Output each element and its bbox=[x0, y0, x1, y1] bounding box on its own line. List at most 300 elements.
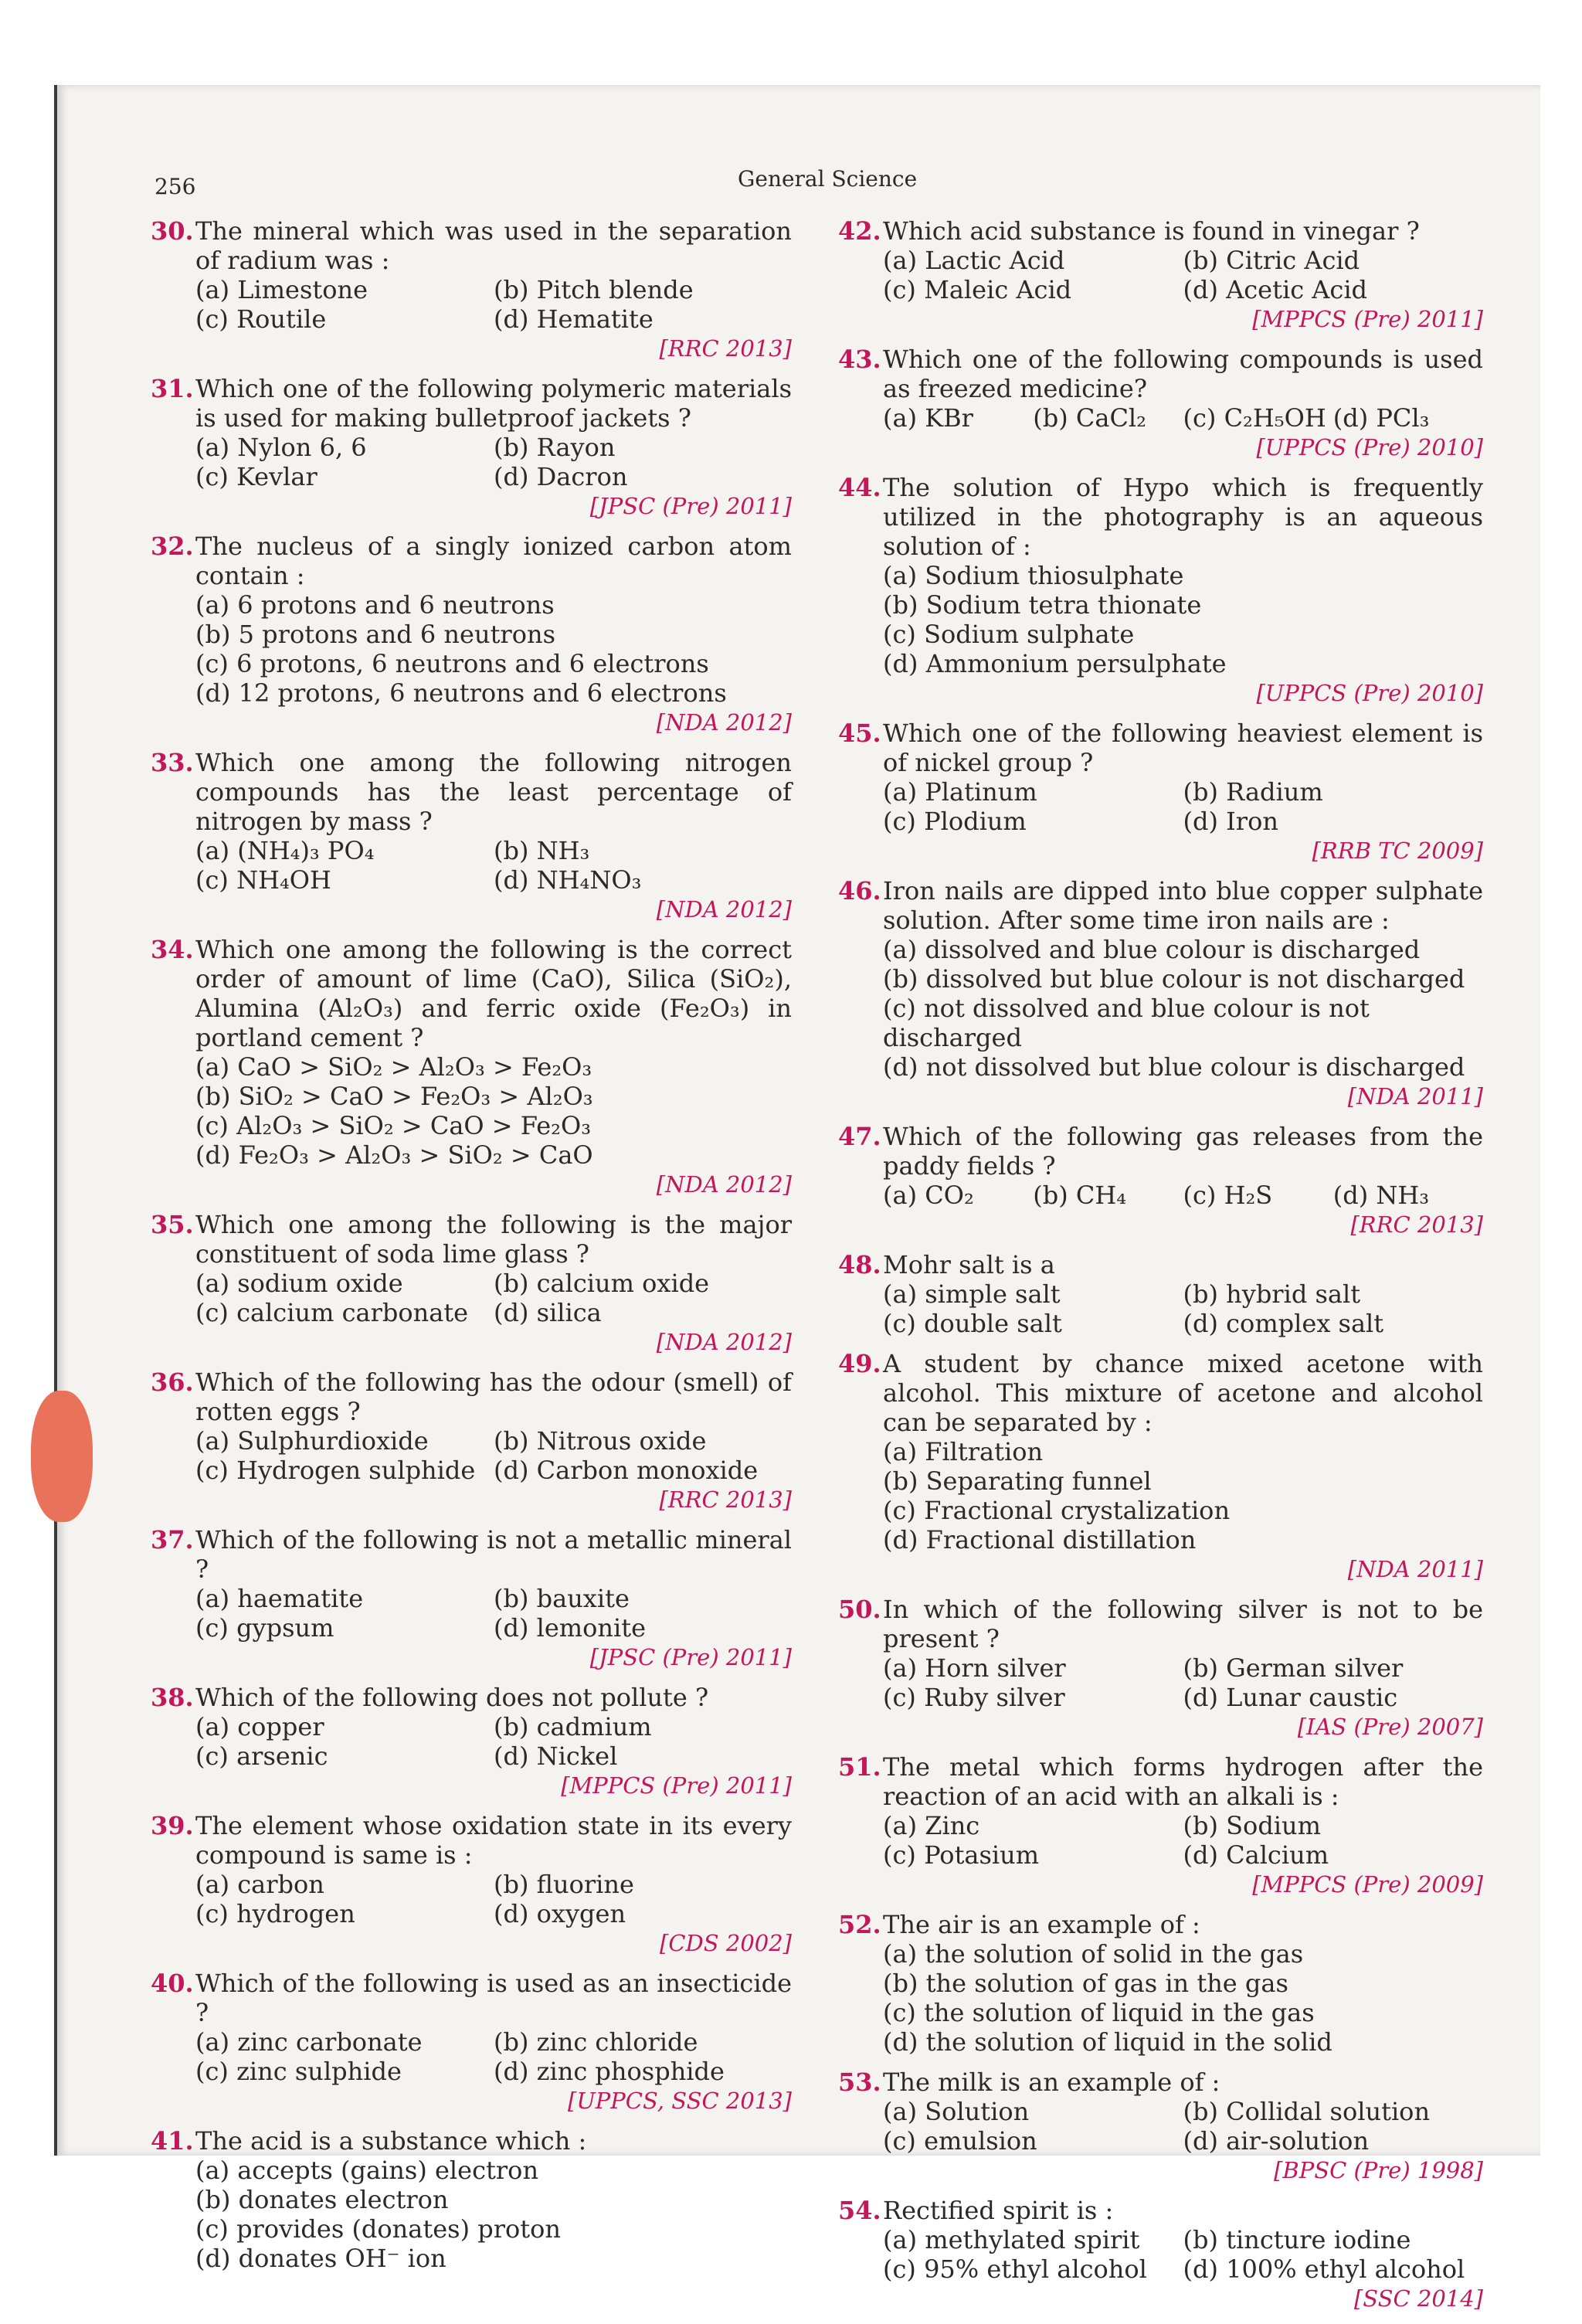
option-row bbox=[883, 935, 1483, 964]
exam-source: [IAS (Pre) 2007] bbox=[1297, 1714, 1483, 1740]
option-row bbox=[195, 1870, 792, 1899]
option: (a) Sulphurdioxide bbox=[195, 1426, 429, 1456]
option: (c) C₂H₅OH bbox=[1183, 403, 1326, 433]
question-text: Iron nails are dipped into blue copper sulphate solution. After some time iron nails are : bbox=[883, 876, 1483, 935]
options-block bbox=[883, 1939, 1483, 2057]
option: (d) Acetic Acid bbox=[1183, 275, 1368, 304]
options-block bbox=[883, 561, 1483, 678]
question-text: Which one of the following compounds is used as freezed medicine? bbox=[883, 345, 1483, 403]
option-row bbox=[195, 1584, 792, 1613]
thumb-image bbox=[31, 1391, 93, 1522]
question-text: The element whose oxidation state in its every compound is same is : bbox=[195, 1811, 792, 1870]
exam-source: [UPPCS, SSC 2013] bbox=[568, 2088, 792, 2114]
option: (b) bauxite bbox=[494, 1584, 630, 1613]
option-row bbox=[883, 1525, 1483, 1554]
option: (a) carbon bbox=[195, 1870, 324, 1899]
question-number: 46. bbox=[838, 876, 881, 905]
options-block bbox=[195, 1052, 792, 1170]
question-head bbox=[838, 1250, 1483, 1279]
left-column bbox=[151, 216, 792, 2284]
question-text: Mohr salt is a bbox=[883, 1250, 1055, 1279]
question-item bbox=[151, 1969, 792, 2115]
question-item bbox=[838, 2067, 1483, 2185]
question-item bbox=[838, 345, 1483, 462]
question-number: 43. bbox=[838, 345, 881, 374]
option: (a) CaO > SiO₂ > Al₂O₃ > Fe₂O₃ bbox=[195, 1052, 592, 1082]
option: (a) Sodium thiosulphate bbox=[883, 561, 1184, 590]
question-text: The nucleus of a singly ionized carbon atom contain : bbox=[195, 532, 792, 590]
options-block bbox=[195, 590, 792, 708]
option: (c) provides (donates) proton bbox=[195, 2214, 562, 2244]
question-text: Which one among the following nitrogen compounds has the least percentage of nitrogen by mass ? bbox=[195, 748, 792, 836]
option-row bbox=[195, 2027, 792, 2057]
option: (b) Separating funnel bbox=[883, 1466, 1152, 1496]
options-block bbox=[195, 836, 792, 895]
option: (d) 100% ethyl alcohol bbox=[1183, 2254, 1465, 2284]
option: (d) Fractional distillation bbox=[883, 1525, 1197, 1554]
option-row bbox=[195, 1456, 792, 1485]
question-head bbox=[151, 1368, 792, 1426]
option-row bbox=[883, 2027, 1483, 2057]
exam-source: [RRC 2013] bbox=[659, 335, 792, 362]
option: (d) Dacron bbox=[494, 462, 628, 491]
question-head bbox=[151, 1210, 792, 1269]
question-head bbox=[151, 2126, 792, 2156]
question-item bbox=[838, 216, 1483, 334]
question-number: 54. bbox=[838, 2196, 881, 2225]
option: (d) donates OH⁻ ion bbox=[195, 2244, 446, 2273]
option: (b) tincture iodine bbox=[1183, 2225, 1411, 2254]
question-head bbox=[838, 473, 1483, 561]
option: (a) accepts (gains) electron bbox=[195, 2156, 539, 2185]
option: (c) H₂S bbox=[1183, 1181, 1273, 1210]
question-head bbox=[838, 876, 1483, 935]
exam-source: [NDA 2011] bbox=[1347, 1556, 1483, 1582]
question-text: Which of the following does not pollute ? bbox=[195, 1683, 709, 1712]
options-block bbox=[195, 433, 792, 491]
option: (d) silica bbox=[494, 1298, 602, 1327]
question-number: 31. bbox=[151, 374, 194, 403]
question-text: A student by chance mixed acetone with alcohol. This mixture of acetone and alcohol can be separated by : bbox=[883, 1349, 1483, 1437]
option-row bbox=[195, 590, 792, 620]
option: (b) fluorine bbox=[494, 1870, 634, 1899]
option: (c) Routile bbox=[195, 304, 327, 334]
option: (a) CO₂ bbox=[883, 1181, 974, 1210]
option: (d) Ammonium persulphate bbox=[883, 649, 1227, 678]
option: (c) Ruby silver bbox=[883, 1683, 1065, 1712]
option: (b) Collidal solution bbox=[1183, 2097, 1431, 2126]
options-block bbox=[883, 403, 1483, 433]
question-text: Which of the following has the odour (smell) of rotten eggs ? bbox=[195, 1368, 792, 1426]
option-row bbox=[195, 2185, 792, 2214]
option-row bbox=[195, 1426, 792, 1456]
option-row bbox=[195, 433, 792, 462]
option: (d) not dissolved but blue colour is discharged bbox=[883, 1052, 1465, 1082]
exam-source: [JPSC (Pre) 2011] bbox=[589, 493, 792, 519]
question-head bbox=[838, 2067, 1483, 2097]
option: (d) NH₄NO₃ bbox=[494, 865, 642, 895]
question-number: 38. bbox=[151, 1683, 194, 1712]
running-head: General Science bbox=[738, 166, 918, 192]
option: (a) zinc carbonate bbox=[195, 2027, 423, 2057]
question-item bbox=[838, 1250, 1483, 1338]
option-row bbox=[195, 1052, 792, 1082]
option: (b) zinc chloride bbox=[494, 2027, 698, 2057]
option: (b) SiO₂ > CaO > Fe₂O₃ > Al₂O₃ bbox=[195, 1082, 593, 1111]
question-item bbox=[151, 216, 792, 363]
page-number: 256 bbox=[154, 174, 196, 199]
exam-source: [UPPCS (Pre) 2010] bbox=[1256, 434, 1483, 460]
option: (d) Nickel bbox=[494, 1741, 618, 1771]
exam-source: [JPSC (Pre) 2011] bbox=[589, 1644, 792, 1670]
option: (a) Horn silver bbox=[883, 1653, 1066, 1683]
option: (b) cadmium bbox=[494, 1712, 652, 1741]
right-column bbox=[838, 216, 1483, 2324]
question-text: Which acid substance is found in vinegar ? bbox=[883, 216, 1420, 246]
option-row bbox=[883, 1309, 1483, 1338]
question-head bbox=[151, 1683, 792, 1712]
option: (c) not dissolved and blue colour is not discharged bbox=[883, 994, 1370, 1052]
question-text: Which one among the following is the major constituent of soda lime glass ? bbox=[195, 1210, 792, 1269]
option-row bbox=[195, 678, 792, 708]
question-item bbox=[151, 2126, 792, 2273]
option: (c) Maleic Acid bbox=[883, 275, 1072, 304]
question-head bbox=[838, 1752, 1483, 1811]
question-head bbox=[151, 532, 792, 590]
question-number: 37. bbox=[151, 1525, 194, 1554]
question-number: 33. bbox=[151, 748, 194, 777]
option: (c) emulsion bbox=[883, 2126, 1037, 2156]
question-number: 44. bbox=[838, 473, 881, 502]
option: (d) Fe₂O₃ > Al₂O₃ > SiO₂ > CaO bbox=[195, 1140, 593, 1170]
question-head bbox=[838, 216, 1483, 246]
options-block bbox=[883, 2097, 1483, 2156]
options-block bbox=[883, 777, 1483, 836]
question-text: Rectified spirit is : bbox=[883, 2196, 1114, 2225]
option: (b) Rayon bbox=[494, 433, 616, 462]
question-item bbox=[838, 1349, 1483, 1584]
option: (c) Potasium bbox=[883, 1840, 1040, 1870]
option-row bbox=[883, 1279, 1483, 1309]
question-text: Which one among the following is the correct order of amount of lime (CaO), Silica (SiO₂), Alumina (Al₂O₃) and ferric oxide (Fe₂O₃) in portland cement ? bbox=[195, 935, 792, 1052]
question-item bbox=[151, 935, 792, 1199]
question-head bbox=[838, 1122, 1483, 1181]
question-text: Which of the following is used as an insecticide ? bbox=[195, 1969, 792, 2027]
option: (a) Platinum bbox=[883, 777, 1037, 807]
exam-source: [NDA 2011] bbox=[1347, 1083, 1483, 1109]
question-number: 49. bbox=[838, 1349, 881, 1378]
option-row bbox=[883, 246, 1483, 275]
option: (b) Sodium tetra thionate bbox=[883, 590, 1202, 620]
question-head bbox=[838, 719, 1483, 777]
option-row bbox=[195, 1899, 792, 1928]
option-row bbox=[195, 304, 792, 334]
exam-source: [UPPCS (Pre) 2010] bbox=[1256, 680, 1483, 706]
option: (c) double salt bbox=[883, 1309, 1062, 1338]
question-text: In which of the following silver is not to be present ? bbox=[883, 1595, 1483, 1653]
exam-source: [BPSC (Pre) 1998] bbox=[1274, 2157, 1483, 2183]
question-text: The solution of Hypo which is frequently utilized in the photography is an aqueous solution of : bbox=[883, 473, 1483, 561]
option-row bbox=[883, 1052, 1483, 1082]
option: (b) donates electron bbox=[195, 2185, 449, 2214]
question-head bbox=[151, 374, 792, 433]
question-number: 48. bbox=[838, 1250, 881, 1279]
option: (d) Calcium bbox=[1183, 1840, 1329, 1870]
option-row bbox=[883, 807, 1483, 836]
option: (a) copper bbox=[195, 1712, 324, 1741]
option-row bbox=[883, 1683, 1483, 1712]
exam-source: [NDA 2012] bbox=[656, 1329, 792, 1355]
option-row bbox=[883, 964, 1483, 994]
question-item bbox=[151, 748, 792, 924]
options-block bbox=[195, 2156, 792, 2273]
question-head bbox=[151, 748, 792, 836]
question-text: Which of the following is not a metallic mineral ? bbox=[195, 1525, 792, 1584]
option: (c) Hydrogen sulphide bbox=[195, 1456, 476, 1485]
question-item bbox=[838, 1910, 1483, 2057]
option-row bbox=[883, 1466, 1483, 1496]
option: (b) Pitch blende bbox=[494, 275, 694, 304]
option: (c) Kevlar bbox=[195, 462, 317, 491]
option: (b) CH₄ bbox=[1033, 1181, 1127, 1210]
option-row bbox=[883, 590, 1483, 620]
option: (c) hydrogen bbox=[195, 1899, 355, 1928]
option: (a) the solution of solid in the gas bbox=[883, 1939, 1304, 1969]
option: (c) zinc sulphide bbox=[195, 2057, 402, 2086]
option-row bbox=[883, 2126, 1483, 2156]
options-block bbox=[883, 246, 1483, 304]
option: (c) NH₄OH bbox=[195, 865, 331, 895]
option: (c) the solution of liquid in the gas bbox=[883, 1998, 1315, 2027]
option: (d) lemonite bbox=[494, 1613, 647, 1643]
option: (a) (NH₄)₃ PO₄ bbox=[195, 836, 375, 865]
option-row bbox=[195, 1269, 792, 1298]
options-block bbox=[195, 1712, 792, 1771]
question-text: The acid is a substance which : bbox=[195, 2126, 587, 2156]
question-head bbox=[838, 1595, 1483, 1653]
option-row bbox=[195, 2156, 792, 2185]
option-row bbox=[195, 1111, 792, 1140]
question-number: 30. bbox=[151, 216, 194, 246]
option: (c) gypsum bbox=[195, 1613, 334, 1643]
option-row bbox=[195, 462, 792, 491]
option: (b) Citric Acid bbox=[1183, 246, 1360, 275]
option: (d) air-solution bbox=[1183, 2126, 1370, 2156]
exam-source: [NDA 2012] bbox=[656, 896, 792, 922]
option: (b) the solution of gas in the gas bbox=[883, 1969, 1288, 1998]
question-item bbox=[838, 2196, 1483, 2313]
exam-source: [SSC 2014] bbox=[1353, 2285, 1483, 2312]
options-block bbox=[883, 1811, 1483, 1870]
option-row bbox=[195, 1741, 792, 1771]
exam-source: [NDA 2012] bbox=[656, 1171, 792, 1198]
question-item bbox=[838, 876, 1483, 1111]
option-row bbox=[883, 2225, 1483, 2254]
option: (d) 12 protons, 6 neutrons and 6 electrons bbox=[195, 678, 727, 708]
options-block bbox=[195, 1584, 792, 1643]
question-text: The mineral which was used in the separation of radium was : bbox=[195, 216, 792, 275]
question-number: 47. bbox=[838, 1122, 881, 1151]
options-block bbox=[195, 1870, 792, 1928]
option-row bbox=[883, 561, 1483, 590]
question-item bbox=[151, 532, 792, 737]
exam-source: [MPPCS (Pre) 2011] bbox=[561, 1772, 792, 1799]
question-text: The metal which forms hydrogen after the reaction of an acid with an alkali is : bbox=[883, 1752, 1483, 1811]
option: (d) PCl₃ bbox=[1332, 403, 1430, 433]
question-item bbox=[838, 1752, 1483, 1899]
question-head bbox=[151, 1811, 792, 1870]
option: (c) 95% ethyl alcohol bbox=[883, 2254, 1147, 2284]
option: (a) Zinc bbox=[883, 1811, 980, 1840]
option-row bbox=[883, 403, 1483, 433]
question-text: Which one of the following heaviest element is of nickel group ? bbox=[883, 719, 1483, 777]
question-head bbox=[838, 2196, 1483, 2225]
option-row bbox=[195, 2214, 792, 2244]
question-item bbox=[151, 1368, 792, 1514]
options-block bbox=[195, 1426, 792, 1485]
exam-source: [CDS 2002] bbox=[660, 1930, 792, 1956]
option-row bbox=[883, 1437, 1483, 1466]
question-item bbox=[151, 1683, 792, 1800]
option: (a) sodium oxide bbox=[195, 1269, 403, 1298]
question-number: 45. bbox=[838, 719, 881, 748]
option: (a) Lactic Acid bbox=[883, 246, 1065, 275]
option-row bbox=[195, 649, 792, 678]
options-block bbox=[883, 1279, 1483, 1338]
option: (a) dissolved and blue colour is discharged bbox=[883, 935, 1421, 964]
question-head bbox=[838, 1349, 1483, 1437]
option: (c) arsenic bbox=[195, 1741, 328, 1771]
option: (c) Sodium sulphate bbox=[883, 620, 1135, 649]
option: (b) dissolved but blue colour is not discharged bbox=[883, 964, 1465, 994]
question-head bbox=[151, 935, 792, 1052]
option: (b) hybrid salt bbox=[1183, 1279, 1361, 1309]
option: (b) NH₃ bbox=[494, 836, 590, 865]
option-row bbox=[883, 1811, 1483, 1840]
question-item bbox=[838, 1122, 1483, 1239]
option-row bbox=[195, 1298, 792, 1327]
option-row bbox=[883, 275, 1483, 304]
question-text: The milk is an example of : bbox=[883, 2067, 1220, 2097]
option: (a) simple salt bbox=[883, 1279, 1061, 1309]
question-head bbox=[838, 345, 1483, 403]
option-row bbox=[195, 1140, 792, 1170]
question-item bbox=[838, 1595, 1483, 1741]
question-number: 36. bbox=[151, 1368, 194, 1397]
option: (b) calcium oxide bbox=[494, 1269, 710, 1298]
option: (c) Al₂O₃ > SiO₂ > CaO > Fe₂O₃ bbox=[195, 1111, 592, 1140]
option: (d) the solution of liquid in the solid bbox=[883, 2027, 1332, 2057]
option: (a) haematite bbox=[195, 1584, 364, 1613]
option: (c) Fractional crystalization bbox=[883, 1496, 1231, 1525]
option: (c) Plodium bbox=[883, 807, 1027, 836]
question-text: Which one of the following polymeric materials is used for making bulletproof jackets ? bbox=[195, 374, 792, 433]
option-row bbox=[883, 2097, 1483, 2126]
question-number: 50. bbox=[838, 1595, 881, 1624]
exam-source: [RRC 2013] bbox=[1350, 1211, 1483, 1238]
option: (d) NH₃ bbox=[1332, 1181, 1430, 1210]
exam-source: [RRB TC 2009] bbox=[1312, 838, 1483, 864]
option: (d) oxygen bbox=[494, 1899, 626, 1928]
exam-source: [MPPCS (Pre) 2009] bbox=[1252, 1871, 1483, 1898]
option: (c) calcium carbonate bbox=[195, 1298, 469, 1327]
option-row bbox=[195, 2057, 792, 2086]
option: (a) Nylon 6, 6 bbox=[195, 433, 367, 462]
question-item bbox=[151, 1525, 792, 1672]
option-row bbox=[195, 1613, 792, 1643]
options-block bbox=[883, 1181, 1483, 1210]
exam-source: [MPPCS (Pre) 2011] bbox=[1252, 306, 1483, 332]
options-block bbox=[195, 275, 792, 334]
options-block bbox=[883, 1437, 1483, 1554]
option: (b) CaCl₂ bbox=[1033, 403, 1146, 433]
option-row bbox=[883, 1496, 1483, 1525]
question-number: 40. bbox=[151, 1969, 194, 1998]
options-block bbox=[883, 2225, 1483, 2284]
question-number: 53. bbox=[838, 2067, 881, 2097]
question-item bbox=[151, 1811, 792, 1958]
option-row bbox=[195, 2244, 792, 2273]
option-row bbox=[883, 1181, 1483, 1210]
question-item bbox=[838, 473, 1483, 708]
option: (d) Hematite bbox=[494, 304, 654, 334]
option: (d) zinc phosphide bbox=[494, 2057, 725, 2086]
option: (a) 6 protons and 6 neutrons bbox=[195, 590, 555, 620]
option-row bbox=[883, 620, 1483, 649]
option-row bbox=[195, 1082, 792, 1111]
options-block bbox=[195, 1269, 792, 1327]
option: (b) 5 protons and 6 neutrons bbox=[195, 620, 556, 649]
question-number: 51. bbox=[838, 1752, 881, 1782]
exam-source: [RRC 2013] bbox=[659, 1486, 792, 1513]
option: (d) Iron bbox=[1183, 807, 1278, 836]
options-block bbox=[883, 1653, 1483, 1712]
option: (c) 6 protons, 6 neutrons and 6 electrons bbox=[195, 649, 709, 678]
option-row bbox=[195, 836, 792, 865]
option: (d) Lunar caustic bbox=[1183, 1683, 1398, 1712]
option-row bbox=[195, 620, 792, 649]
question-head bbox=[838, 1910, 1483, 1939]
question-head bbox=[151, 216, 792, 275]
option: (d) complex salt bbox=[1183, 1309, 1384, 1338]
question-number: 41. bbox=[151, 2126, 194, 2156]
option: (b) Sodium bbox=[1183, 1811, 1321, 1840]
option-row bbox=[195, 865, 792, 895]
question-text: The air is an example of : bbox=[883, 1910, 1200, 1939]
option-row bbox=[883, 1939, 1483, 1969]
question-text: Which of the following gas releases from the paddy fields ? bbox=[883, 1122, 1483, 1181]
question-number: 34. bbox=[151, 935, 194, 964]
option: (b) Radium bbox=[1183, 777, 1323, 807]
option: (a) Filtration bbox=[883, 1437, 1044, 1466]
question-number: 35. bbox=[151, 1210, 194, 1239]
options-block bbox=[195, 2027, 792, 2086]
options-block bbox=[883, 935, 1483, 1082]
question-item bbox=[151, 1210, 792, 1357]
option: (d) Carbon monoxide bbox=[494, 1456, 759, 1485]
option-row bbox=[883, 1840, 1483, 1870]
question-number: 42. bbox=[838, 216, 881, 246]
option-row bbox=[883, 1653, 1483, 1683]
question-item bbox=[838, 719, 1483, 865]
option: (a) methylated spirit bbox=[883, 2225, 1140, 2254]
question-head bbox=[151, 1969, 792, 2027]
question-number: 39. bbox=[151, 1811, 194, 1840]
option: (a) Limestone bbox=[195, 275, 368, 304]
option: (a) KBr bbox=[883, 403, 973, 433]
option: (a) Solution bbox=[883, 2097, 1030, 2126]
option-row bbox=[883, 1969, 1483, 1998]
